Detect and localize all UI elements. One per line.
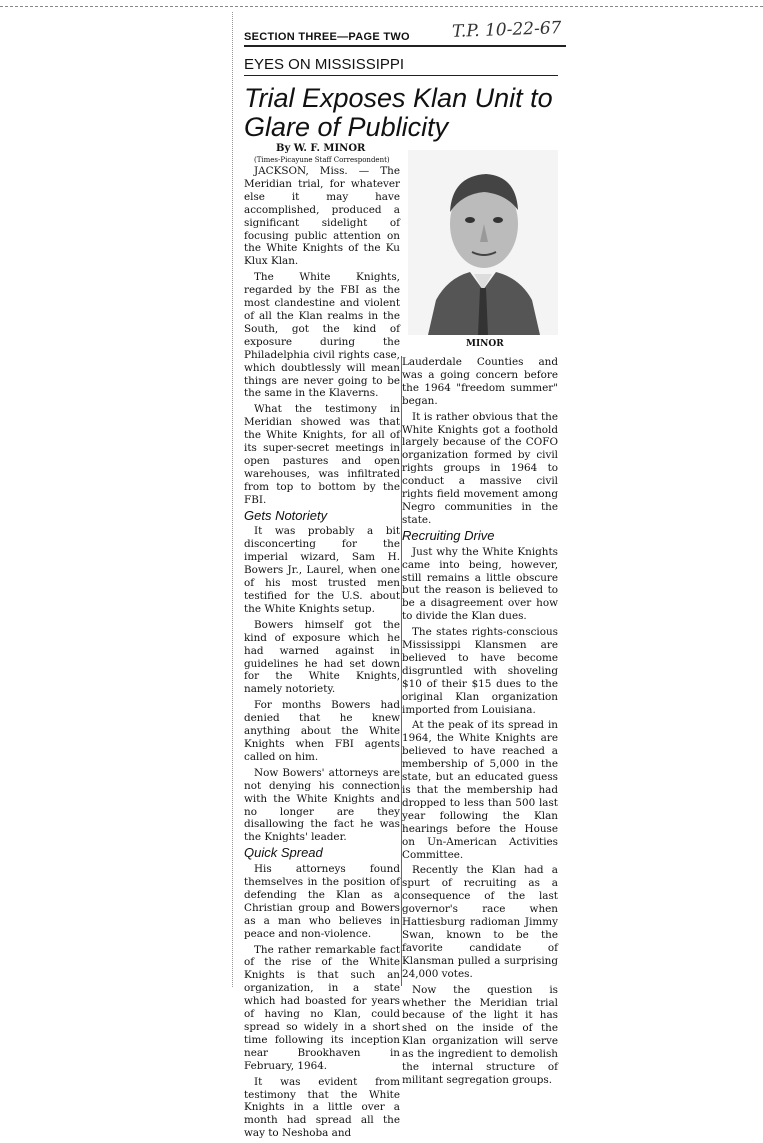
article-column-2 bbox=[402, 356, 558, 1090]
kicker: EYES ON MISSISSIPPI bbox=[244, 56, 558, 76]
portrait-photo-icon bbox=[408, 150, 558, 335]
paragraph: It was probably a bit disconcerting for the imperial wizard, Sam H. Bowers Jr., Laurel, when one of his most trusted men testified for the U.S. about the White Knights setup. bbox=[244, 525, 400, 615]
subhead: Gets Notoriety bbox=[244, 507, 328, 523]
article-column-1 bbox=[244, 165, 400, 1143]
handwritten-date-note: T.P. 10-22-67 bbox=[451, 18, 562, 42]
paragraph: At the peak of its spread in 1964, the White Knights are believed to have reached a membership of 5,000 in the state, but an educated guess is that the membership had dropped to less than 500 last year following the Klan hearings before the House on Un-American Activities Committee. bbox=[402, 719, 558, 861]
paragraph: Just why the White Knights came into being, however, still remains a little obscure but the reason is believed to be a disagreement over how to divide the Klan dues. bbox=[402, 545, 558, 623]
paragraph: Now Bowers' attorneys are not denying his connection with the White Knights and no longer are they disallowing the fact he was the Knights' leader. bbox=[244, 766, 400, 844]
paragraph: Recently the Klan had a spurt of recruiting as a consequence of the last governor's race when Hattiesburg radioman Jimmy Swan, known to be the favorite candidate of Klansman pulled a surprising 24,000 votes. bbox=[402, 864, 558, 980]
portrait-photo bbox=[408, 150, 558, 335]
byline: By W. F. MINOR bbox=[276, 143, 366, 154]
paragraph: The rather remarkable fact of the rise of the White Knights is that such an organization, in a state which had boasted for years of having no Klan, could spread so widely in a short time following its inception near Brookhaven in February, 1964. bbox=[244, 943, 400, 1072]
photo-caption: MINOR bbox=[466, 339, 504, 349]
paragraph: JACKSON, Miss. — The Meridian trial, for whatever else it may have accomplished, produced a significant sidelight of focusing public attention on the White Knights of the Ku Klux Klan. bbox=[244, 165, 400, 268]
paragraph: For months Bowers had denied that he knew anything about the White Knights when FBI agents called on him. bbox=[244, 699, 400, 763]
clipping-left-edge bbox=[232, 12, 233, 987]
paragraph: His attorneys found themselves in the position of defending the Klan as a Christian group and Bowers as a man who believes in peace and non-violence. bbox=[244, 863, 400, 940]
subhead: Recruiting Drive bbox=[402, 527, 495, 543]
paragraph: Lauderdale Counties and was a going concern before the 1964 "freedom summer" began. bbox=[402, 356, 558, 407]
paragraph: It was evident from testimony that the White Knights in a little over a month had spread all the way to Neshoba and bbox=[244, 1075, 400, 1140]
paragraph: The White Knights, regarded by the FBI as the most clandestine and violent of all the Klan realms in the South, got the kind of exposure during the Philadelphia civil rights case, which doubtlessly will mean things are never going to be the same in the Klaverns. bbox=[244, 271, 400, 400]
top-scan-edge bbox=[0, 6, 763, 7]
paragraph: Bowers himself got the kind of exposure which he had warned against in guidelines he had set down for the White Knights, namely notoriety. bbox=[244, 618, 400, 696]
headline: Trial Exposes Klan Unit to Glare of Publicity bbox=[244, 83, 553, 142]
paragraph: It is rather obvious that the White Knights got a foothold largely because of the COFO organization formed by civil rights groups in 1964 to conduct a massive civil rights field movement among Negro communities in the state. bbox=[402, 410, 558, 526]
byline-credit: (Times-Picayune Staff Correspondent) bbox=[254, 156, 390, 164]
paragraph: The states rights-conscious Mississippi Klansmen are believed to have become disgruntled with shoveling $10 of their $15 dues to the original Klan organization imported from Louisiana. bbox=[402, 626, 558, 716]
section-label: SECTION THREE—PAGE TWO bbox=[244, 31, 410, 43]
paragraph: What the testimony in Meridian showed was that the White Knights, for all of its super-secret meetings in open pastures and open warehouses, was infiltrated from top to bottom by the FBI. bbox=[244, 403, 400, 506]
subhead: Quick Spread bbox=[244, 845, 323, 861]
paragraph: Now the question is whether the Meridian trial because of the light it has shed on the inside of the Klan organization will serve as the ingredient to demolish the internal structure of militant segregation groups. bbox=[402, 983, 558, 1086]
